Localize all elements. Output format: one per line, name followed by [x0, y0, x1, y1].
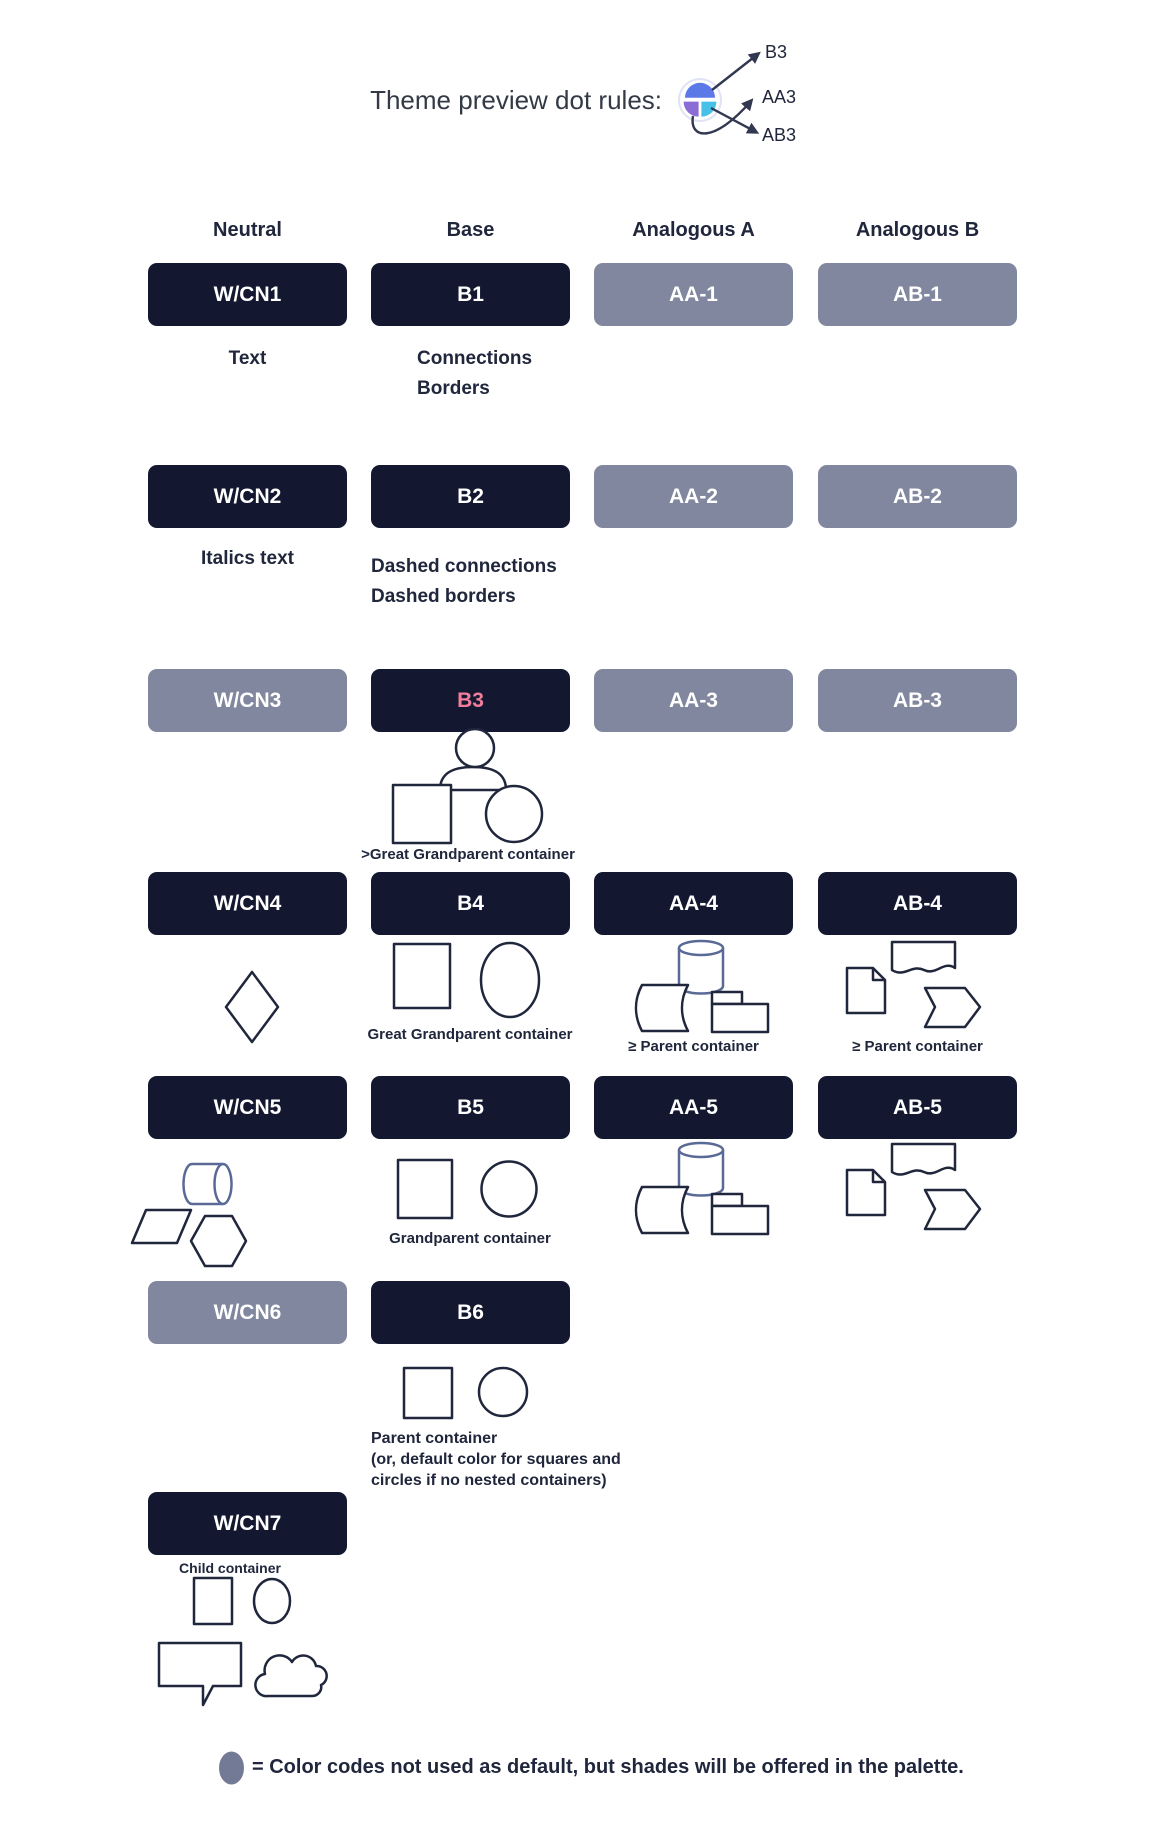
cylinder-top-icon [679, 1143, 723, 1157]
swatch-ab4: AB-4 [818, 872, 1017, 935]
page-shape [847, 968, 885, 1013]
legend-text: = Color codes not used as default, but shades will be offered in the palette. [252, 1756, 964, 1778]
folder-tab-shape [712, 1194, 742, 1206]
caption-aa4: ≥ Parent container [628, 1038, 759, 1055]
column-header-analogous-a: Analogous A [632, 219, 755, 241]
square-shape [194, 1578, 232, 1624]
swatch-wcn7: W/CN7 [148, 1492, 347, 1555]
ab5-shape-group [840, 1140, 988, 1234]
swatch-ab5: AB-5 [818, 1076, 1017, 1139]
caption-b3: >Great Grandparent container [361, 846, 575, 863]
swatch-aa1: AA-1 [594, 263, 793, 326]
speech-bubble-shape [159, 1643, 241, 1705]
arrow-to-b3 [712, 54, 758, 90]
wave-tape-shape [892, 942, 955, 973]
caption-wcn7: Child container [179, 1560, 281, 1576]
wcn7-shape-group [192, 1576, 302, 1628]
caption-b6-line1: Parent container [371, 1430, 498, 1447]
swatch-wcn6: W/CN6 [148, 1281, 347, 1344]
parallelogram-shape [132, 1210, 191, 1243]
swatch-aa5: AA-5 [594, 1076, 793, 1139]
note-b2 [371, 552, 557, 612]
ellipse-shape [254, 1579, 290, 1623]
swatch-b4: B4 [371, 872, 570, 935]
chevron-shape [925, 1190, 980, 1229]
cloud-shape [255, 1655, 326, 1696]
square-shape [394, 944, 450, 1008]
swatch-ab3: AB-3 [818, 669, 1017, 732]
b3-shape-group [385, 726, 555, 848]
swatch-ab2: AB-2 [818, 465, 1017, 528]
swatch-b2: B2 [371, 465, 570, 528]
swatch-b1: B1 [371, 263, 570, 326]
dot-label-b3: B3 [765, 42, 788, 62]
caption-b5: Grandparent container [389, 1230, 551, 1247]
aa5-shape-group [628, 1140, 778, 1236]
swatch-wcn4: W/CN4 [148, 872, 347, 935]
wcn5-shape-group [130, 1150, 252, 1270]
circle-shape [486, 786, 542, 842]
person-head-icon [456, 729, 494, 767]
aa4-shape-group [628, 938, 778, 1034]
b4-shape-group [392, 940, 544, 1022]
column-header-base: Base [446, 219, 495, 241]
caption-b6-line2: (or, default color for squares and [371, 1451, 621, 1468]
cylinder-cap-icon [215, 1164, 232, 1204]
b5-shape-group [396, 1158, 540, 1222]
folder-body-shape [712, 1004, 768, 1032]
column-header-analogous-b: Analogous B [855, 219, 980, 241]
swatch-wcn2: W/CN2 [148, 465, 347, 528]
square-shape [404, 1368, 452, 1418]
circle-shape [482, 1162, 537, 1217]
square-shape [398, 1160, 452, 1218]
diamond-shape [226, 972, 278, 1042]
swatch-ab1: AB-1 [818, 263, 1017, 326]
swatch-wcn1: W/CN1 [148, 263, 347, 326]
wcn7-shape-group-2 [156, 1640, 336, 1708]
note-b2-line1: Dashed connections [371, 556, 557, 577]
folder-tab-shape [712, 992, 742, 1004]
folder-body-shape [712, 1206, 768, 1234]
arrow-to-ab3 [711, 108, 756, 132]
circle-shape [479, 1368, 527, 1416]
swatch-aa4: AA-4 [594, 872, 793, 935]
caption-ab4: ≥ Parent container [852, 1038, 983, 1055]
hexagon-shape [191, 1216, 246, 1266]
curved-card-shape [636, 985, 688, 1031]
cylinder-top-icon [679, 941, 723, 955]
note-wcn1: Text [228, 348, 267, 369]
chevron-shape [925, 988, 980, 1027]
arrow-to-aa3 [693, 101, 751, 133]
column-header-neutral: Neutral [213, 219, 282, 241]
b6-shape-group [402, 1366, 532, 1422]
swatch-aa2: AA-2 [594, 465, 793, 528]
caption-b6 [371, 1428, 661, 1491]
note-b2-line2: Dashed borders [371, 586, 516, 607]
note-b1 [417, 344, 532, 404]
wave-tape-shape [892, 1144, 955, 1175]
ellipse-shape [481, 943, 539, 1017]
legend-dot-icon [218, 1750, 246, 1786]
caption-b4: Great Grandparent container [367, 1026, 573, 1043]
swatch-b6: B6 [371, 1281, 570, 1344]
legend-dot-shape [219, 1752, 244, 1785]
swatch-b5: B5 [371, 1076, 570, 1139]
swatch-aa3: AA-3 [594, 669, 793, 732]
note-b1-line1: Connections [417, 348, 533, 369]
dot-label-ab3: AB3 [762, 125, 797, 145]
ab4-shape-group [840, 938, 988, 1032]
caption-b6-line3: circles if no nested containers) [371, 1472, 607, 1489]
swatch-b3: B3 [371, 669, 570, 732]
page-shape [847, 1170, 885, 1215]
wcn4-shape-group [224, 970, 280, 1044]
note-b1-line2: Borders [417, 378, 490, 399]
page-title: Theme preview dot rules: [370, 85, 662, 115]
square-shape [393, 785, 451, 843]
swatch-wcn5: W/CN5 [148, 1076, 347, 1139]
curved-card-shape [636, 1187, 688, 1233]
dot-label-aa3: AA3 [762, 87, 797, 107]
note-wcn2: Italics text [201, 548, 294, 569]
swatch-wcn3: W/CN3 [148, 669, 347, 732]
